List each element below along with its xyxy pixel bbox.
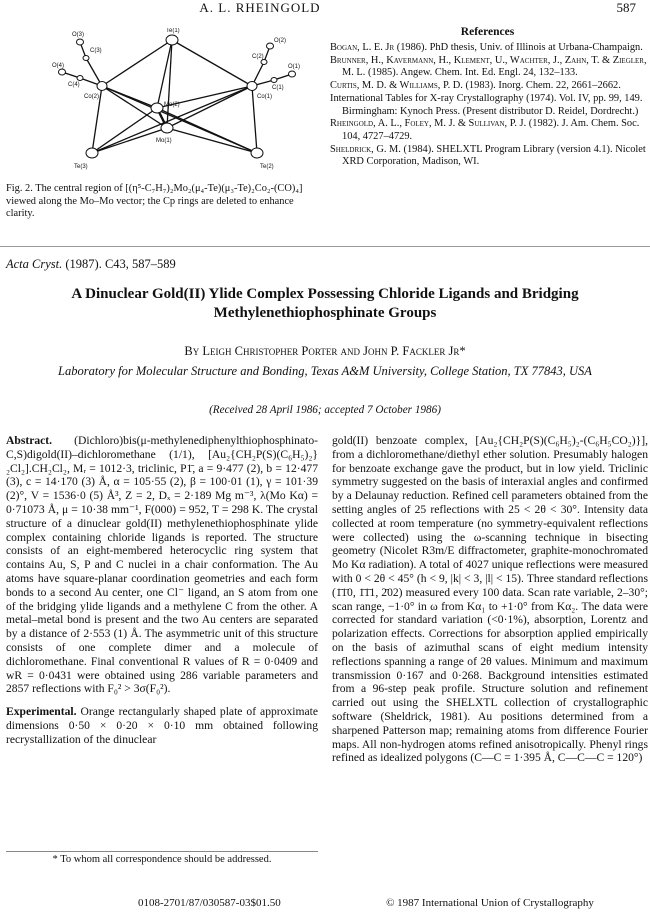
right-column <box>332 434 648 765</box>
svg-text:C(2): C(2) <box>252 54 264 60</box>
svg-text:C(3): C(3) <box>90 48 102 54</box>
svg-text:Te(3): Te(3) <box>74 164 88 170</box>
reference-item: Sheldrick, G. M. (1984). SHELXTL Program Library (version 4.1). Nicolet XRD Corporation, Madison, WI. <box>330 143 646 168</box>
svg-text:Co(1): Co(1) <box>257 94 273 100</box>
references-list <box>330 42 648 169</box>
svg-text:Mo(2): Mo(2) <box>164 102 180 108</box>
reference-item: Rheingold, A. L., Foley, M. J. & Sullivan, P. J. (1982). J. Am. Chem. Soc. 104, 4727–4729. <box>330 118 640 142</box>
svg-text:Te(2): Te(2) <box>260 164 274 170</box>
svg-text:Te(1): Te(1) <box>166 28 180 34</box>
svg-text:O(1): O(1) <box>288 64 300 70</box>
svg-text:C(1): C(1) <box>272 85 284 91</box>
abstract-paragraph: Abstract. (Dichloro)bis(μ-methylenediphenylthiophosphinato-C,S)digold(II)–dichloromethane (1/1), [Au₂{CH₂P(S)(C₆H₅)₂}₂Cl₂].CH₂Cl₂, Mᵣ = 1012·3, triclinic, P1̄, a = 9·477 (2), b = 12·477 (3), c = 14·170 (3) Å, α = 105·55 (2), β = 100·01 (1), γ = 101·39 (2)°, V = 1536·0 (5) Å³, Z = 2, Dₓ = 2·189 Mg m⁻³, λ(Mo Kα) = 0·71073 Å, μ = 10·38 mm⁻¹, F(000) = 952, T = 298 K. The crystal structure of a dinuclear gold(II) methylenethiophosphinate ylide complex containing chloride ligands is reported. The structure consists of an eight-membered heterocyclic ring system that contains Au, S, P and C nuclei in a chair conformation. The Au atoms have square-planar coordination geometries and each form bonds to a second Au center, one Cl⁻ ligand, an S atom from one of the bridging ylide ligands and a methylene C from the other. A metal–metal bond is present and the two Au centers are separated by a distance of 2·553 (1) Å. The asymmetric unit of this structure consists of one complete dimer and a molecule of dichloromethane. Final conventional R values of R = 0·0409 and wR = 0·0431 were obtained using 286 variable parameters and 2857 reflections with F₀² > 3σ(F₀²). <box>6 434 318 696</box>
experimental-continued: gold(II) benzoate complex, [Au₂{CH₂P(S)(C₆H₅)₂-(C₆H₅CO₂)}], from a dichloromethane/diethyl ether solution. Presumably halogen for benzoate exchange gave the product, but in low yield. Triclinic symmetry suggested on the basis of interaxial angles and confirmed by a Delaunay reduction. Refined cell parameters obtained from the setting angles of 25 reflections with 25 < 2θ < 30°. Intensity data collected at room temperature (no symmetry-equivalent reflections were collected) using the ω-scanning technique in bisecting geometry (Nicolet R3m/E diffractometer, graphite-monochromated Mo Kα radiation). A total of 4027 unique reflections were measured with 0 < 2θ < 45° (h < 9, |k| < 3, |l| < 15). Three standard reflections (1̄1̄0, 1̄1̄1, 2̄02) measured every 100 data. Scan rate variable, 2–30°; scan range, −1·0° in ω from Kα₁ to +1·0° from Kα₂. The data were corrected for standard variation (<0·1%), absorption, Lorentz and polarization effects. Corrections for absorption applied empirically on the basis of azimuthal scans of eight medium intensity reflections spanning a range of 2θ values. Minimum and maximum transmission 0·167 and 0·268. Background intensities estimated from a 96-step peak profile. Structure solution and refinement carried out using the SHELXTL collection of crystallographic software (Sheldrick, 1981). Au positions determined from a sharpened Patterson map; remaining atoms from difference Fourier maps. All non-hydrogen atoms refined anisotropically. Phenyl rings refined as idealized polygons (C—C = 1·395 Å, C—C—C = 120°) <box>332 434 648 765</box>
molecular-structure-figure <box>52 28 312 178</box>
svg-text:Co(2): Co(2) <box>84 94 100 100</box>
reference-item: Curtis, M. D. & Williams, P. D. (1983). Inorg. Chem. 22, 2661–2662. <box>330 80 621 92</box>
svg-text:Mo(1): Mo(1) <box>156 138 172 144</box>
correspondence-footnote: * To whom all correspondence should be addressed. <box>52 854 272 865</box>
svg-text:C(4): C(4) <box>68 82 80 88</box>
svg-text:O(3): O(3) <box>72 32 84 38</box>
references-heading: References <box>460 26 515 38</box>
copyright-notice: © 1987 International Union of Crystallography <box>386 897 594 909</box>
figure-caption: Fig. 2. The central region of [(η⁵-C₇H₇)₂Mo₂(μ₄-Te)(μ₃-Te)₂Co₂-(CO)₄] viewed along the Mo–Mo vector; the Cp rings are deleted to enhance clarity. <box>6 183 303 220</box>
svg-text:O(4): O(4) <box>52 63 64 69</box>
page-number: 587 <box>616 0 636 15</box>
received-dates: (Received 28 April 1986; accepted 7 October 1986) <box>209 404 441 416</box>
reference-item: Brunner, H., Kavermann, H., Klement, U., Wachter, J., Zahn, T. & Ziegler, M. L. (1985). Angew. Chem. Int. Ed. Engl. 24, 132–133. <box>330 54 647 79</box>
reference-item: Bogan, L. E. Jr (1986). PhD thesis, Univ. of Illinois at Urbana-Champaign. <box>330 42 643 53</box>
section-divider <box>0 246 650 247</box>
article-affiliation: Laboratory for Molecular Structure and Bonding, Texas A&M University, College Station, TX 77843, USA <box>58 364 592 378</box>
article-authors: By Leigh Christopher Porter and John P. Fackler Jr* <box>184 344 466 358</box>
experimental-paragraph: Experimental. Orange rectangularly shaped plate of approximate dimensions 0·50 × 0·20 × 0·10 mm obtained following recrystallization of the dinuclear <box>6 705 318 746</box>
left-column <box>6 434 318 747</box>
running-header-author: A. L. RHEINGOLD <box>199 0 321 15</box>
journal-citation: Acta Cryst. (1987). C43, 587–589 <box>6 257 176 271</box>
article-title: A Dinuclear Gold(II) Ylide Complex Possessing Chloride Ligands and Bridging Methylenethiophosphinate Groups <box>71 286 579 321</box>
article-code: 0108-2701/87/030587-03$01.50 <box>138 897 281 909</box>
footnote-divider <box>6 851 318 852</box>
reference-item: International Tables for X-ray Crystallography (1974). Vol. IV, pp. 99, 149. Birmingham: Kynoch Press. (Present distributor D. Reidel, Dordrecht.) <box>330 92 643 117</box>
svg-text:O(2): O(2) <box>274 38 286 44</box>
